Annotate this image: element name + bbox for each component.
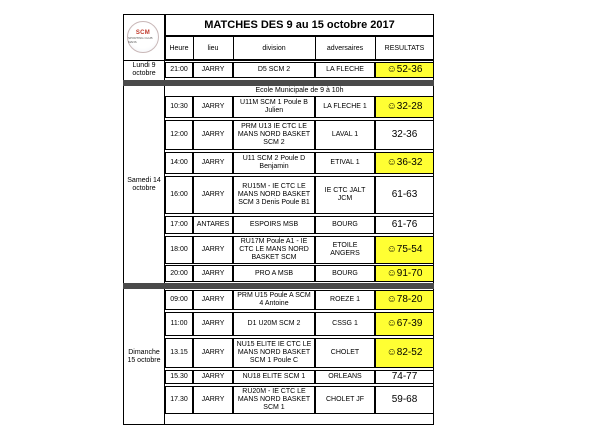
match-lieu: JARRY	[193, 312, 233, 336]
match-lieu: ANTARES	[193, 216, 233, 234]
match-heure: 20:00	[165, 265, 193, 282]
match-division: RU17M Poule A1 - IE CTC LE MANS NORD BASKET SCM	[233, 236, 315, 264]
match-heure: 15.30	[165, 370, 193, 384]
match-lieu: JARRY	[193, 96, 233, 118]
match-lieu: JARRY	[193, 386, 233, 414]
match-adversaire: LA FLECHE	[315, 62, 375, 78]
page-title: MATCHES DES 9 au 15 octobre 2017	[165, 14, 434, 36]
match-division: PRM U13 IE CTC LE MANS NORD BASKET SCM 2	[233, 120, 315, 150]
match-lieu: JARRY	[193, 120, 233, 150]
day-label-lundi: Lundi 9 octobre	[132, 62, 156, 77]
match-heure: 21:00	[165, 62, 193, 78]
match-division: ESPOIRS MSB	[233, 216, 315, 234]
header-adversaires: adversaires	[326, 44, 364, 52]
match-adversaire: IE CTC JALT JCM	[315, 176, 375, 214]
match-lieu: JARRY	[193, 152, 233, 174]
match-division: RU15M - IE CTC LE MANS NORD BASKET SCM 3 Denis Poule B1	[233, 176, 315, 214]
match-lieu: JARRY	[193, 370, 233, 384]
match-adversaire: BOURG	[315, 216, 375, 234]
day-label-dimanche: Dimanche 15 octobre	[127, 349, 161, 364]
match-adversaire: ROEZE 1	[315, 290, 375, 310]
match-lieu: JARRY	[193, 176, 233, 214]
match-resultat: ☺36-32	[375, 152, 434, 174]
match-adversaire: CHOLET JF	[315, 386, 375, 414]
match-heure: 13.15	[165, 338, 193, 368]
match-heure: 16:00	[165, 176, 193, 214]
header-lieu: lieu	[207, 44, 219, 52]
match-lieu: JARRY	[193, 338, 233, 368]
match-resultat: ☺32-28	[375, 96, 434, 118]
match-division: U11 SCM 2 Poule D Benjamin	[233, 152, 315, 174]
match-resultat: 74-77	[375, 370, 434, 384]
separator-samedi	[123, 283, 434, 289]
day-label-samedi: Samedi 14 octobre	[127, 176, 161, 192]
match-division: PRO A MSB	[233, 265, 315, 282]
match-heure: 12:00	[165, 120, 193, 150]
match-adversaire: ORLEANS	[315, 370, 375, 384]
match-heure: 17.30	[165, 386, 193, 414]
match-adversaire: BOURG	[315, 265, 375, 282]
match-lieu: JARRY	[193, 62, 233, 78]
header-division: division	[262, 44, 286, 52]
match-heure: 14:00	[165, 152, 193, 174]
match-resultat: 59-68	[375, 386, 434, 414]
match-division: RU20M - IE CTC LE MANS NORD BASKET SCM 1	[233, 386, 315, 414]
match-adversaire: ETOILE ANGERS	[315, 236, 375, 264]
match-heure: 10:30	[165, 96, 193, 118]
match-resultat: 32-36	[375, 120, 434, 150]
match-heure: 09:00	[165, 290, 193, 310]
match-resultat: ☺78-20	[375, 290, 434, 310]
ecole-note: Ecole Municipale de 9 à 10h	[255, 87, 344, 94]
match-adversaire: LAVAL 1	[315, 120, 375, 150]
logo-subtitle: SPORTING CLUB MANS	[128, 36, 153, 44]
header-heure: Heure	[169, 44, 189, 52]
match-lieu: JARRY	[193, 290, 233, 310]
match-lieu: JARRY	[193, 265, 233, 282]
match-division: D1 U20M SCM 2	[233, 312, 315, 336]
match-resultat: ☺91-70	[375, 265, 434, 282]
match-adversaire: CHOLET	[315, 338, 375, 368]
match-adversaire: CSSG 1	[315, 312, 375, 336]
match-division: PRM U15 Poule A SCM 4 Antoine	[233, 290, 315, 310]
header-resultats: RESULTATS	[384, 44, 425, 52]
logo-text: SCM	[135, 30, 151, 36]
match-division: NU15 ELITE IE CTC LE MANS NORD BASKET SCM 1 Poule C	[233, 338, 315, 368]
match-resultat: 61-76	[375, 216, 434, 234]
match-resultat: ☺52-36	[375, 62, 434, 78]
match-resultat: ☺82-52	[375, 338, 434, 368]
match-resultat: ☺75-54	[375, 236, 434, 264]
match-division: D5 SCM 2	[233, 62, 315, 78]
match-resultat: ☺67-39	[375, 312, 434, 336]
match-division: NU18 ELITE SCM 1	[233, 370, 315, 384]
match-resultat: 61-63	[375, 176, 434, 214]
match-heure: 17:00	[165, 216, 193, 234]
match-heure: 18:00	[165, 236, 193, 264]
match-heure: 11:00	[165, 312, 193, 336]
match-division: U11M SCM 1 Poule B Julien	[233, 96, 315, 118]
match-adversaire: LA FLECHE 1	[315, 96, 375, 118]
match-adversaire: ETIVAL 1	[315, 152, 375, 174]
match-lieu: JARRY	[193, 236, 233, 264]
